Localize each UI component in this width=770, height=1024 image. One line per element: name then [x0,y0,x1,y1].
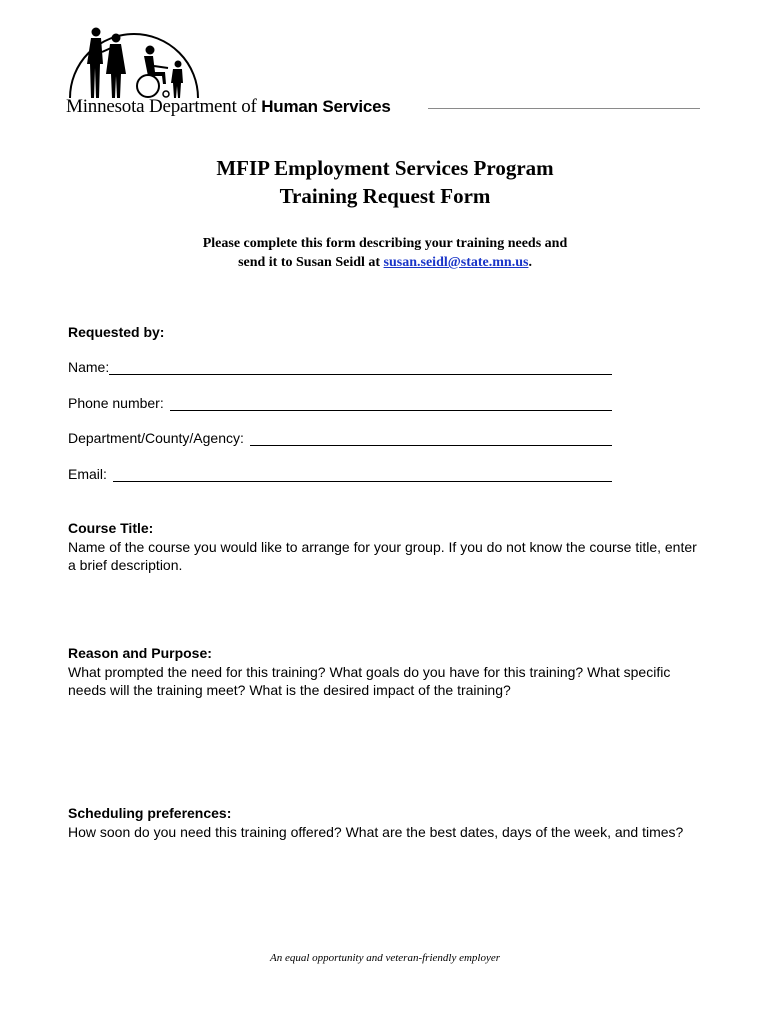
reason-heading: Reason and Purpose: [68,645,212,661]
email-label: Email: [68,466,107,482]
name-input-line[interactable] [109,360,612,375]
form-title-line2: Training Request Form [279,184,491,208]
course-title-description: Name of the course you would like to arrange for your group. If you do not know the course title, enter a brief description. [68,539,697,573]
reason-description: What prompted the need for this training? What goals do you have for this training? What specific needs will the training meet? What is the desired impact of the training? [68,664,671,698]
name-field[interactable] [68,359,612,375]
footer-statement: An equal opportunity and veteran-friendly employer [269,952,501,964]
email-input-line[interactable] [113,467,612,482]
intro-line1: Please complete this form describing your training needs and [202,236,568,251]
name-label: Name: [68,359,110,375]
requested-by-heading: Requested by: [68,324,165,340]
email-field[interactable] [68,466,612,482]
department-input-line[interactable] [250,431,612,446]
course-title-heading: Course Title: [68,520,154,536]
dhs-logo-figures-icon [66,22,202,100]
contact-email-link[interactable]: susan.seidl@state.mn.us [383,255,529,270]
form-title-line1: MFIP Employment Services Program [216,156,554,180]
phone-input-line[interactable] [170,396,612,411]
department-label: Department/County/Agency: [68,430,244,446]
intro-line2: send it to Susan Seidl at susan.seidl@state.mn.us. [238,255,532,270]
org-name: Minnesota Department of Human Services [66,96,391,117]
scheduling-description: How soon do you need this training offered? What are the best dates, days of the week, and times? [68,824,684,840]
phone-label: Phone number: [68,395,164,411]
phone-field[interactable] [68,395,612,411]
header-rule [428,108,700,109]
scheduling-heading: Scheduling preferences: [68,805,232,821]
department-field[interactable] [68,430,612,446]
